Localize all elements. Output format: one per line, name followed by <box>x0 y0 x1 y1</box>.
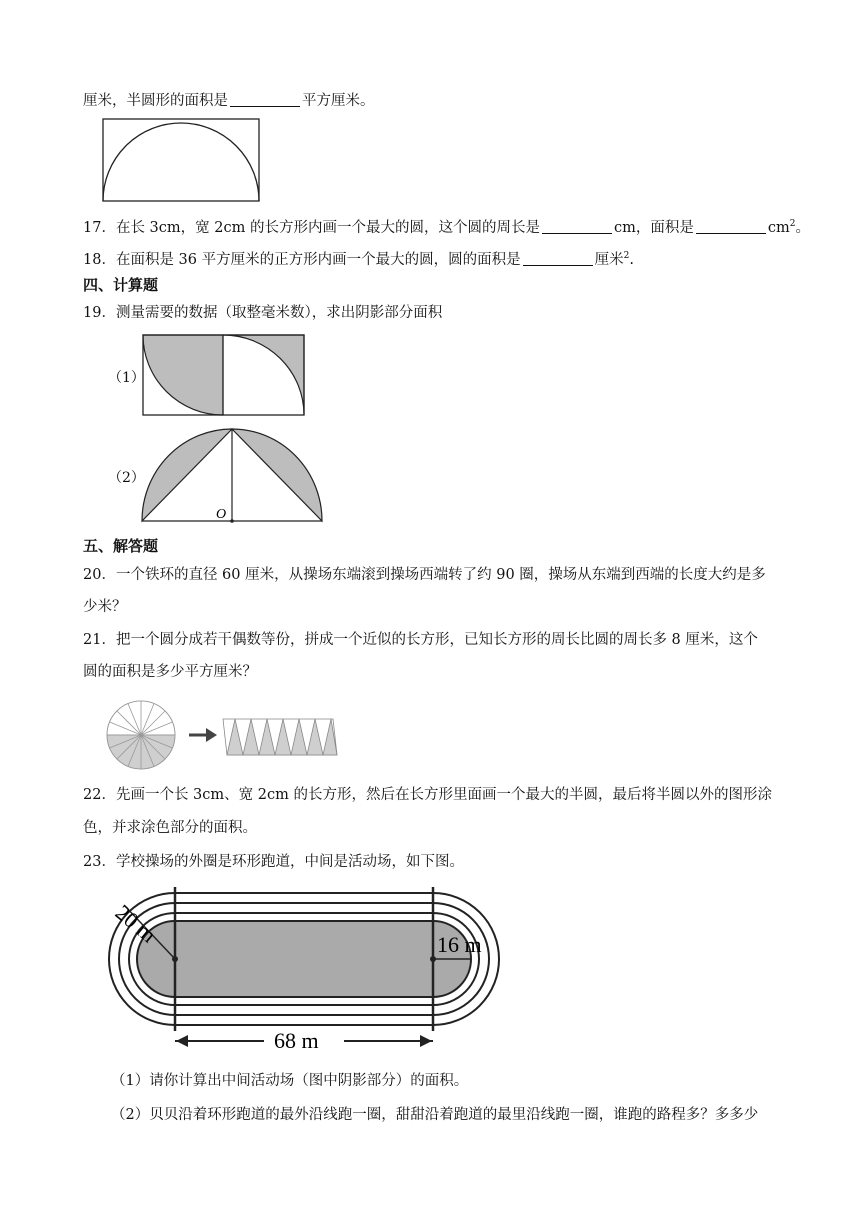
q18-text-b: 厘米 <box>594 251 624 268</box>
question-18 <box>83 246 634 270</box>
rectangle-outline <box>103 119 259 201</box>
divided-circle <box>107 701 175 769</box>
q19-part1-label: （1） <box>108 370 145 386</box>
answer-blank[interactable] <box>542 219 612 234</box>
running-track-figure <box>104 885 508 1057</box>
approximate-rectangle <box>223 719 337 755</box>
q18-text-c: . <box>629 251 634 268</box>
arrow-head-left-icon <box>176 1035 188 1047</box>
center-label: O <box>216 507 227 522</box>
length-label: 68 m <box>274 1028 319 1053</box>
arrow-head-icon <box>206 728 217 742</box>
q17-text-d: 。 <box>795 219 810 236</box>
question-22-line1: 22．先画一个长 3cm、宽 2cm 的长方形，然后在长方形里面画一个最大的半圆，最后将半圆以外的图形涂 <box>83 787 772 803</box>
shaded-region-right <box>223 335 304 415</box>
q17-text-a: 17．在长 3cm，宽 2cm 的长方形内画一个最大的圆，这个圆的周长是 <box>83 219 540 236</box>
question-19: 19．测量需要的数据（取整毫米数），求出阴影部分面积 <box>83 305 443 321</box>
q16-text-b: 平方厘米。 <box>302 93 375 109</box>
question-21-line2: 圆的面积是多少平方厘米？ <box>83 664 257 680</box>
question-22-line2: 色，并求涂色部分的面积。 <box>83 820 257 836</box>
question-21-line1: 21．把一个圆分成若干偶数等份，拼成一个近似的长方形，已知长方形的周长比圆的周长多 8 厘米，这个 <box>83 632 758 648</box>
inner-radius-label: 16 m <box>437 932 482 957</box>
question-23-part1: （1）请你计算出中间活动场（图中阴影部分）的面积。 <box>111 1073 469 1089</box>
activity-field-shaded <box>137 921 471 997</box>
question-20-line2: 少米？ <box>83 599 127 615</box>
answer-blank[interactable] <box>523 251 593 266</box>
semicircle-figure <box>100 116 262 203</box>
question-20-line1: 20．一个铁环的直径 60 厘米，从操场东端滚到操场西端转了约 90 圈，操场从东端到西端的长度大约是多 <box>83 567 766 583</box>
shaded-region-left <box>143 335 223 415</box>
circle-to-rectangle-figure <box>103 697 343 773</box>
answer-blank[interactable] <box>230 92 300 107</box>
q19-part2-label: （2） <box>108 470 145 486</box>
q16-tail <box>83 91 375 111</box>
q16-text-a: 厘米，半圆形的面积是 <box>83 93 228 109</box>
center-point <box>230 519 234 523</box>
left-center-point <box>172 956 178 962</box>
outer-radius-label: 20 m <box>110 899 162 948</box>
q17-text-b: cm，面积是 <box>613 219 694 236</box>
arrow-head-right-icon <box>420 1035 432 1047</box>
shaded-segment-right <box>232 429 322 521</box>
section-heading-4: 四、计算题 <box>83 276 159 294</box>
question-23-part2: （2）贝贝沿着环形跑道的最外沿线跑一圈，甜甜沿着跑道的最里沿线跑一圈，谁跑的路程多？多多少 <box>111 1107 759 1123</box>
q17-sup: 2 <box>789 219 796 229</box>
q17-text-c: cm <box>767 219 790 236</box>
q18-text-a: 18．在面积是 36 平方厘米的正方形内画一个最大的圆，圆的面积是 <box>83 251 521 268</box>
semicircle-arc <box>103 123 259 201</box>
question-23: 23．学校操场的外圈是环形跑道，中间是活动场，如下图。 <box>83 854 464 870</box>
q18-sup: 2 <box>623 251 630 261</box>
question-17 <box>83 214 810 238</box>
q19-figure-1 <box>141 333 307 417</box>
answer-blank[interactable] <box>696 219 766 234</box>
q19-figure-2 <box>139 426 325 526</box>
section-heading-5: 五、解答题 <box>83 537 159 555</box>
